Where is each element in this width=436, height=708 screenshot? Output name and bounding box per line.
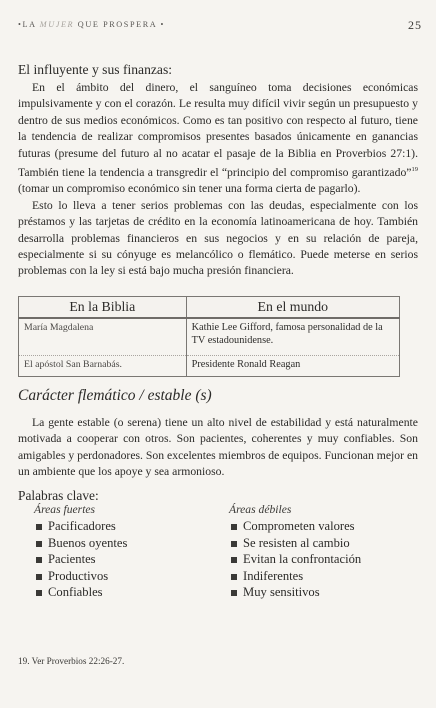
list-item: Buenos oyentes <box>34 535 224 552</box>
keywords-title: Palabras clave: <box>18 488 99 503</box>
strong-areas-label: Áreas fuertes <box>34 503 96 516</box>
list-item: Pacientes <box>34 551 224 568</box>
list-item: Confiables <box>34 584 224 601</box>
table-cell: María Magdalena <box>19 318 187 356</box>
list-item: Pacificadores <box>34 518 224 535</box>
phlegmatic-section <box>18 415 418 481</box>
finance-section <box>18 62 418 280</box>
list-item: Comprometen valores <box>229 518 419 535</box>
footnote: 19. Ver Proverbios 22:26-27. <box>18 656 125 666</box>
finance-paragraph-2: Esto lo lleva a tener serios problemas con las deudas, especialmente con los préstamos y las tarjetas de crédito en la economía latinoamericana de hoy. También desarrolla problemas financieros en sus negocios y en su relación de pareja, especialmente si su cónyuge es melancólico o flemático. Puede meterse en serios problemas con la ley si está bajo mucha presión financiera. <box>18 198 418 278</box>
phlegmatic-paragraph: La gente estable (o serena) tiene un alto nivel de estabilidad y está naturalmente motivada a cooperar con otros. Son pacientes, coherentes y muy confiables. Son amigables y perdonadores. Son excelentes miembros de equipos. Funcionan mejor en un ambiente que los apoye y sea armonioso. <box>18 416 418 479</box>
list-item: Muy sensitivos <box>229 584 419 601</box>
list-item: Indiferentes <box>229 568 419 585</box>
table-row <box>19 356 400 377</box>
book-title: •LA MUJER QUE PROSPERA • <box>18 20 165 29</box>
weak-areas-label: Áreas débiles <box>229 503 292 516</box>
list-item: Evitan la confrontación <box>229 551 419 568</box>
strong-areas-column <box>34 503 224 601</box>
examples-table <box>18 296 400 377</box>
finance-heading: El influyente y sus finanzas: <box>18 62 173 77</box>
table-row <box>19 318 400 356</box>
table-header-world: En el mundo <box>186 297 399 319</box>
table-cell: El apóstol San Barnabás. <box>19 356 187 377</box>
weak-areas-column <box>229 503 419 601</box>
page-number: 25 <box>408 18 422 32</box>
list-item: Se resisten al cambio <box>229 535 419 552</box>
footnote-ref: 19 <box>411 166 418 174</box>
table-header-bible: En la Biblia <box>19 297 187 319</box>
list-item: Productivos <box>34 568 224 585</box>
running-header <box>18 20 422 34</box>
table-cell: Kathie Lee Gifford, famosa personalidad de la TV estadounidense. <box>186 318 399 356</box>
finance-paragraph-1: En el ámbito del dinero, el sanguíneo toma decisiones económicas impulsivamente y con el corazón. Le resulta muy difícil vivir según un presupuesto y dentro de sus medios económicos. Como es tan positivo con respecto al futuro, tiene la tendencia de realizar compromisos presentes basados únicamente en ganancias futuras (presume del futuro al no acatar el pasaje de la Biblia en Proverbios 27:1). También tiene la tendencia a transgredir el “principio del compromiso garantizado”$^{19}$ (tomar un compromiso económico sin tener una forma cierta de pagarlo). <box>18 81 418 196</box>
phlegmatic-heading: Carácter flemático / estable (s) <box>18 387 212 404</box>
table-cell: Presidente Ronald Reagan <box>186 356 399 377</box>
